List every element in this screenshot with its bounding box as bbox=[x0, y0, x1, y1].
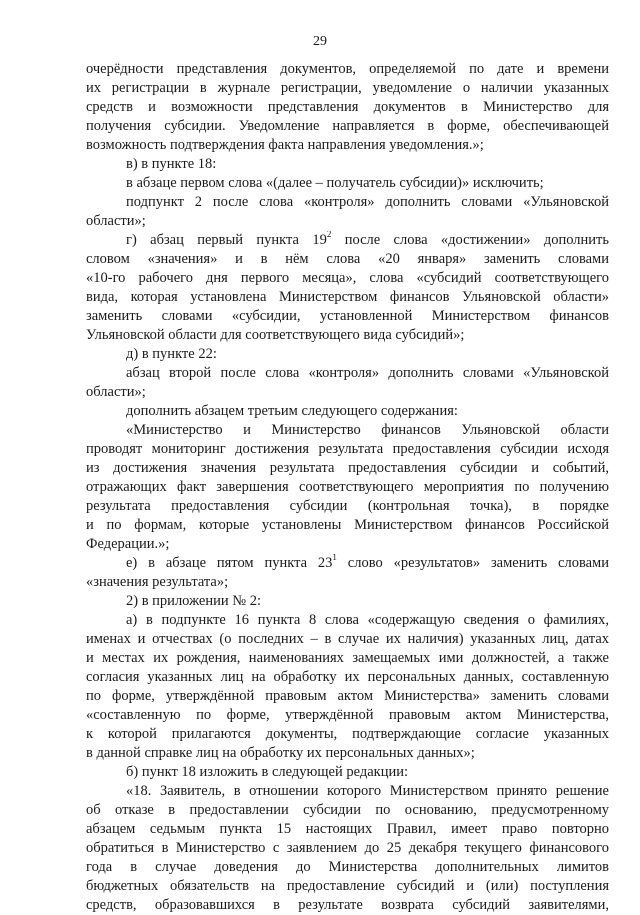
text-line: средств, образовавшихся в результате возврата субсидий заявителями, bbox=[86, 897, 609, 913]
text-line: 2) в приложении № 2: bbox=[126, 593, 261, 609]
text-line: именах и отчествах (о последних – в случае их наличия) указанных лиц, датах bbox=[86, 631, 609, 647]
text-line: абзац второй после слова «контроля» дополнить словами «Ульяновской bbox=[126, 365, 609, 381]
text-line: их регистрации в журнале регистрации, уведомление о наличии указанных bbox=[86, 80, 609, 96]
line-head: г) абзац первый пункта 19 bbox=[126, 232, 327, 248]
text-line: и по формам, которые установлены Министерством финансов Российской bbox=[86, 517, 609, 533]
text-line: а) в подпункте 16 пункта 8 слова «содержащую сведения о фамилиях, bbox=[126, 612, 609, 628]
text-line: в абзаце первом слова «(далее – получатель субсидии)» исключить; bbox=[126, 175, 544, 191]
text-line: в данной справке лиц на обработку их персональных данных»; bbox=[86, 745, 475, 761]
text-line: возможность подтверждения факта направления уведомления.»; bbox=[86, 137, 484, 153]
line-tail: после слова «достижении» дополнить bbox=[344, 232, 609, 248]
text-line: области»; bbox=[86, 384, 146, 400]
text-line: отражающих факт завершения соответствующего мероприятия по получению bbox=[86, 479, 609, 495]
text-line: б) пункт 18 изложить в следующей редакции: bbox=[126, 764, 408, 780]
text-line: «10-го рабочего дня первого месяца», слова «субсидий соответствующего bbox=[86, 270, 609, 286]
text-line: согласия указанных лиц на обработку их персональных данных, составленную bbox=[86, 669, 609, 685]
text-line: по форме, утверждённой правовым актом Министерства» заменить словами bbox=[86, 688, 609, 704]
page-number: 29 bbox=[313, 34, 327, 49]
text-line: словом «значения» и в нём слова «20 января» заменить словами bbox=[86, 251, 609, 267]
text-line: подпункт 2 после слова «контроля» дополнить словами «Ульяновской bbox=[126, 194, 609, 210]
text-line: «Министерство и Министерство финансов Ульяновской области bbox=[126, 422, 609, 438]
text-line: дополнить абзацем третьим следующего содержания: bbox=[126, 403, 458, 419]
text-line bbox=[126, 231, 609, 250]
text-line: из достижения значения результата предоставления субсидии и событий, bbox=[86, 460, 609, 476]
text-line: в) в пункте 18: bbox=[126, 156, 217, 172]
text-line: получения субсидии. Уведомление направляется в форме, обеспечивающей bbox=[86, 118, 609, 134]
text-line: абзацем седьмым пункта 15 настоящих Правил, имеет право повторно bbox=[86, 821, 609, 837]
text-line: и местах их рождения, наименованиях замещаемых ими должностей, а также bbox=[86, 650, 609, 666]
text-line: Федерации.»; bbox=[86, 536, 170, 552]
text-line: «18. Заявитель, в отношении которого Министерством принято решение bbox=[126, 783, 609, 799]
line-tail: слово «результатов» заменить словами bbox=[347, 555, 609, 571]
text-line: обратиться в Министерство с заявлением до 25 декабря текущего финансового bbox=[86, 840, 609, 856]
text-line: области»; bbox=[86, 213, 146, 229]
text-line: к которой прилагаются документы, подтверждающие согласие указанных bbox=[86, 726, 609, 742]
text-line: результата предоставления субсидии (контрольная точка), в порядке bbox=[86, 498, 609, 514]
line-head: е) в абзаце пятом пункта 23 bbox=[126, 555, 333, 571]
text-line: проводят мониторинг достижения результата предоставления субсидии исходя bbox=[86, 441, 609, 457]
text-line bbox=[126, 554, 609, 573]
superscript: 1 bbox=[332, 554, 337, 563]
text-line: года в случае доведения до Министерства дополнительных лимитов bbox=[86, 859, 609, 875]
text-line: очерёдности представления документов, определяемой по дате и времени bbox=[86, 61, 609, 77]
superscript: 2 bbox=[326, 231, 332, 240]
text-line: вида, которая установлена Министерством финансов Ульяновской области» bbox=[86, 289, 609, 305]
text-line: Ульяновской области для соответствующего вида субсидий»; bbox=[86, 327, 465, 343]
text-line: об отказе в предоставлении субсидии по основанию, предусмотренному bbox=[86, 802, 609, 818]
text-line: средств и возможности представления документов в Министерство для bbox=[86, 99, 609, 115]
text-line: д) в пункте 22: bbox=[126, 346, 217, 362]
text-line: бюджетных обязательств на предоставление субсидий и (или) поступления bbox=[86, 878, 609, 894]
text-line: заменить словами «субсидии, установленной Министерством финансов bbox=[86, 308, 609, 324]
text-line: «значения результата»; bbox=[86, 574, 229, 590]
text-line: «составленную по форме, утверждённой правовым актом Министерства, bbox=[86, 707, 609, 723]
